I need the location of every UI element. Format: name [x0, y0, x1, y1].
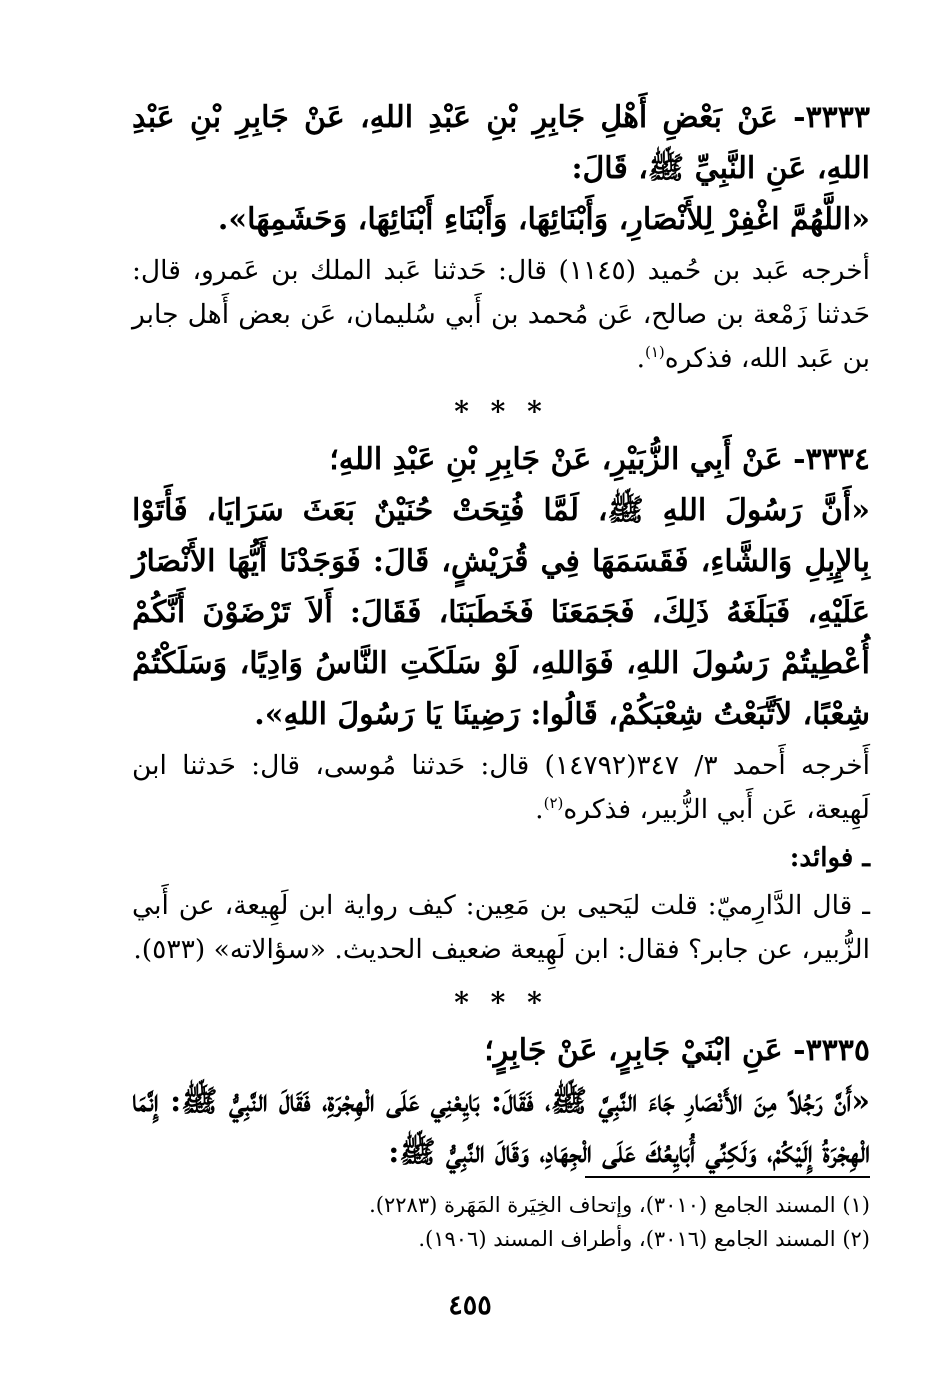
page-number: ٤٥٥: [448, 1290, 492, 1321]
footnotes: [132, 1176, 870, 1256]
hadith-3333: [132, 92, 870, 194]
takhrij-text: أخرجه عَبد بن حُميد (١١٤٥) قال: حَدثنا عَبد الملك بن عَمرو، قال: حَدثنا زَمْعة بن صالح، عَن مُحمد بن أَبي سُليمان، عَن بعض أَهل جابر بن عَبد الله، فذكره: [132, 255, 870, 374]
hadith-matn: «أَنَّ رَسُولَ اللهِ ﷺ، لَمَّا فُتِحَتْ حُنَيْنٌ بَعَثَ سَرَايَا، فَأَتَوْا بِالإِبِلِ وَالشَّاءِ، فَقَسَمَهَا فِي قُرَيْشٍ، قَالَ: فَوَجَدْنَا أَيُّهَا الأَنْصَارُ عَلَيْهِ، فَبَلَغَهُ ذَلِكَ، فَجَمَعَنَا فَخَطَبَنَا، فَقَالَ: أَلاَ تَرْضَوْنَ أَنَّكُمْ أُعْطِيتُمْ رَسُولَ اللهِ، فَوَاللهِ، لَوْ سَلَكَتِ النَّاسُ وَادِيًا، وَسَلَكْتُمْ شِعْبًا، لاَتَّبَعْتُ شِعْبَكُمْ، قَالُوا: رَضِينَا يَا رَسُولَ اللهِ».: [132, 493, 870, 732]
hadith-isnad: عَنْ بَعْضِ أَهْلِ جَابِرِ بْنِ عَبْدِ اللهِ، عَنْ جَابِرِ بْنِ عَبْدِ اللهِ، عَنِ النَّبِيِّ ﷺ، قَالَ:: [132, 100, 870, 186]
fawaid-text: ـ قال الدَّارِميّ: قلت ليَحيى بن مَعِين: كيف رواية ابن لَهِيعة، عن أَبي الزُّبير، عن جابر؟ فقال: ابن لَهِيعة ضعيف الحديث. «سؤالاته» (٥٣٣).: [132, 890, 870, 965]
hadith-number: ٣٣٣٤-: [793, 442, 870, 477]
takhrij-text: أَخرجه أَحمد ٣/ ٣٤٧(١٤٧٩٢) قال: حَدثنا مُوسى، قال: حَدثنا ابن لَهِيعة، عَن أَبي الزُّبير، فذكره: [132, 750, 871, 825]
hadith-number: ٣٣٣٣-: [793, 100, 870, 135]
takhrij-3334: أَخرجه أَحمد ٣/ ٣٤٧(١٤٧٩٢) قال: حَدثنا مُوسى، قال: حَدثنا ابن لَهِيعة، عَن أَبي الزُّبير، فذكره$^{(٢)}$.: [132, 750, 871, 825]
footnote-1: (١) المسند الجامع (٣٠١٠)، وإتحاف الخِيَرة المَهَرة (٢٢٨٣).: [369, 1193, 870, 1217]
hadith-isnad: عَنِ ابْنَيْ جَابِرٍ، عَنْ جَابِرٍ؛: [484, 1033, 794, 1068]
footnote-ref-2[interactable]: (٢): [543, 794, 564, 813]
hadith-3334: [132, 434, 870, 485]
hadith-3335: [132, 1025, 870, 1076]
hadith-number: ٣٣٣٥-: [793, 1033, 870, 1068]
fawaid-heading: ـ فوائد:: [789, 843, 870, 873]
hadith-matn: «اللَّهُمَّ اغْفِرْ لِلأَنْصَارِ، وَأَبْنَائِهَا، وَأَبْنَاءِ أَبْنَائِهَا، وَحَشَمِهَا».: [217, 202, 870, 237]
takhrij-3333: أخرجه عَبد بن حُميد (١١٤٥) قال: حَدثنا عَبد الملك بن عَمرو، قال: حَدثنا زَمْعة بن صالح، عَن مُحمد بن أَبي سُليمان، عَن بعض أَهل جابر بن عَبد الله، فذكره$^{(١)}$.: [132, 255, 870, 374]
footnote-ref-1[interactable]: (١): [645, 343, 665, 362]
hadith-isnad: عَنْ أَبِي الزُّبَيْرِ، عَنْ جَابِرِ بْنِ عَبْدِ اللهِ؛: [329, 442, 794, 477]
footnote-2: (٢) المسند الجامع (٣٠١٦)، وأطراف المسند (١٩٠٦).: [418, 1227, 870, 1251]
section-separator: * * *: [454, 395, 548, 428]
hadith-matn: «أَنَّ رَجُلاً مِنَ الأَنْصَارِ جَاءَ النَّبِيَّ ﷺ، فَقَالَ: بَايِعْنِي عَلَى الْهِجْرَةِ، فَقَالَ النَّبِيُّ ﷺ: إِنَّمَا الْهِجْرَةُ إِلَيْكُمْ، وَلَكِنِّي أُبَايِعُكَ عَلَى الْجِهَادِ، وَقَالَ النَّبِيُّ ﷺ:: [132, 1084, 870, 1170]
section-separator: * * *: [454, 986, 548, 1019]
footnote-divider: [585, 1176, 870, 1178]
